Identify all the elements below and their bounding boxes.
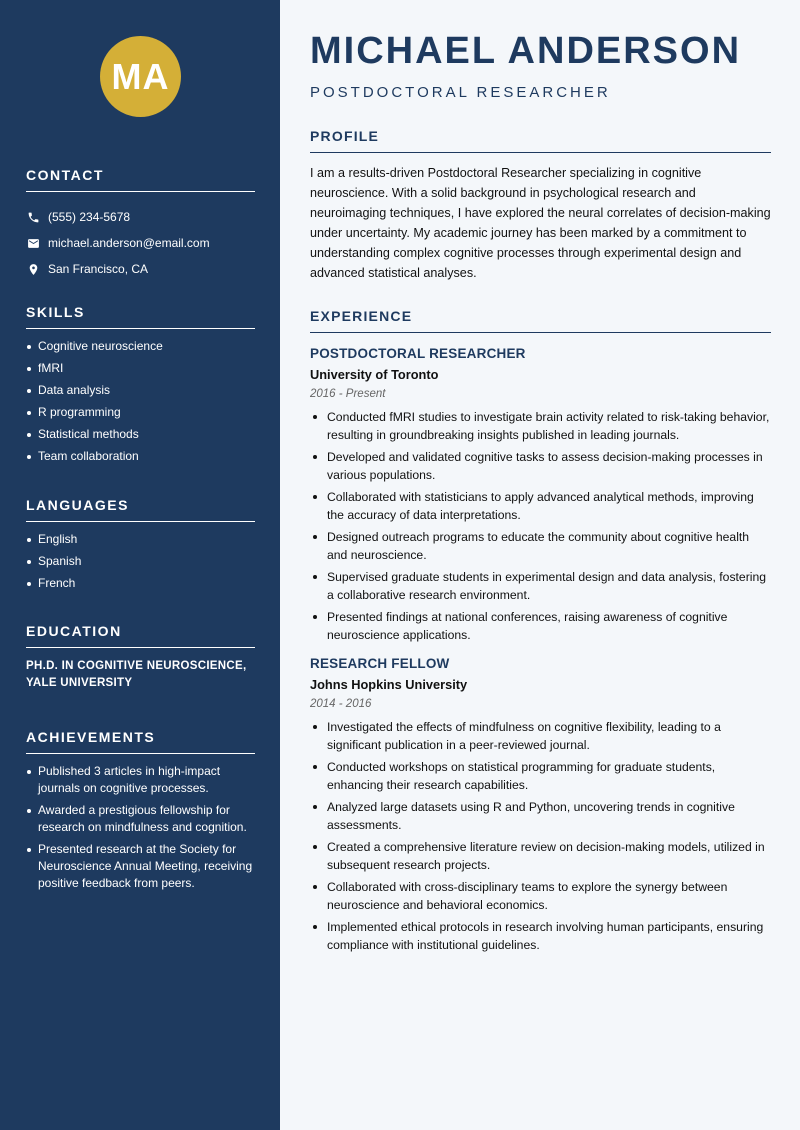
sidebar [0, 0, 280, 1130]
job-entry [310, 656, 771, 954]
job-bullets [310, 718, 771, 954]
language-item: English [26, 531, 255, 548]
skills-section [26, 304, 255, 470]
job-bullet: Created a comprehensive literature review on decision-making models, utilized in subsequent research projects. [310, 838, 771, 874]
profile-title: PROFILE [310, 128, 771, 153]
job-bullet: Implemented ethical protocols in research involving human participants, ensuring compliance with institutional guidelines. [310, 918, 771, 954]
education-degree: PH.D. IN COGNITIVE NEUROSCIENCE, YALE UNIVERSITY [26, 660, 247, 689]
job-bullet: Analyzed large datasets using R and Python, uncovering trends in cognitive assessments. [310, 798, 771, 834]
skills-list [26, 338, 255, 465]
language-item: French [26, 575, 255, 592]
achievement-item: Published 3 articles in high-impact journals on cognitive processes. [26, 763, 255, 797]
language-item: Spanish [26, 553, 255, 570]
skill-item: Cognitive neuroscience [26, 338, 255, 355]
job-dates: 2016 - Present [310, 388, 386, 400]
languages-list [26, 531, 255, 592]
contact-section [26, 167, 255, 282]
contact-location [26, 256, 255, 282]
profile-text: I am a results-driven Postdoctoral Researcher specializing in cognitive neuroscience. With a solid background in psychological research and neuroimaging techniques, I have explored the neural correlates of decision-making under uncertainty. My academic journey has been marked by a commitment to understanding complex cognitive processes through experimental design and advanced statistical analyses. [310, 166, 771, 280]
skill-item: R programming [26, 404, 255, 421]
job-bullet: Designed outreach programs to educate the community about cognitive health and neuroscience. [310, 528, 771, 564]
avatar-initials: MA [111, 55, 170, 97]
job-bullet: Presented findings at national conferences, raising awareness of cognitive neuroscience applications. [310, 608, 771, 644]
job-title: RESEARCH FELLOW [310, 656, 450, 671]
phone-value[interactable]: (555) 234-5678 [48, 210, 131, 224]
mail-icon [26, 236, 40, 250]
location-pin-icon [26, 262, 40, 276]
avatar [100, 36, 181, 117]
job-bullet: Collaborated with cross-disciplinary teams to explore the synergy between neuroscience and behavioral economics. [310, 878, 771, 914]
job-dates: 2014 - 2016 [310, 698, 372, 710]
job-company: Johns Hopkins University [310, 677, 468, 692]
job-title: POSTDOCTORAL RESEARCHER [310, 346, 526, 361]
experience-section [310, 308, 771, 958]
job-bullet: Supervised graduate students in experimental design and data analysis, fostering a collaborative research environment. [310, 568, 771, 604]
contact-title: CONTACT [26, 167, 255, 192]
languages-section [26, 497, 255, 597]
job-bullets [310, 408, 771, 644]
languages-title: LANGUAGES [26, 497, 255, 522]
contact-phone [26, 204, 255, 230]
education-section [26, 623, 255, 692]
job-bullet: Collaborated with statisticians to apply advanced analytical methods, improving the accuracy of data interpretations. [310, 488, 771, 524]
experience-title: EXPERIENCE [310, 308, 771, 333]
achievements-title: ACHIEVEMENTS [26, 729, 255, 754]
job-bullet: Conducted workshops on statistical programming for graduate students, enhancing their research capabilities. [310, 758, 771, 794]
achievements-section [26, 729, 255, 897]
skill-item: fMRI [26, 360, 255, 377]
candidate-role: POSTDOCTORAL RESEARCHER [310, 84, 611, 101]
location-value: San Francisco, CA [48, 262, 149, 276]
email-value[interactable]: michael.anderson@email.com [48, 236, 210, 250]
job-entry [310, 346, 771, 644]
skill-item: Team collaboration [26, 448, 255, 465]
job-bullet: Conducted fMRI studies to investigate brain activity related to risk-taking behavior, resulting in groundbreaking insights published in leading journals. [310, 408, 771, 444]
achievement-item: Awarded a prestigious fellowship for research on mindfulness and cognition. [26, 802, 255, 836]
contact-list [26, 204, 255, 282]
achievements-list [26, 763, 255, 892]
achievement-item: Presented research at the Society for Neuroscience Annual Meeting, receiving positive feedback from peers. [26, 841, 255, 892]
skill-item: Statistical methods [26, 426, 255, 443]
job-company: University of Toronto [310, 367, 439, 382]
candidate-name: MICHAEL ANDERSON [310, 30, 742, 72]
job-bullet: Investigated the effects of mindfulness on cognitive flexibility, leading to a significant publication in a peer-reviewed journal. [310, 718, 771, 754]
skill-item: Data analysis [26, 382, 255, 399]
skills-title: SKILLS [26, 304, 255, 329]
phone-icon [26, 210, 40, 224]
contact-email [26, 230, 255, 256]
job-bullet: Developed and validated cognitive tasks to assess decision-making processes in various populations. [310, 448, 771, 484]
education-title: EDUCATION [26, 623, 255, 648]
profile-section [310, 128, 771, 283]
